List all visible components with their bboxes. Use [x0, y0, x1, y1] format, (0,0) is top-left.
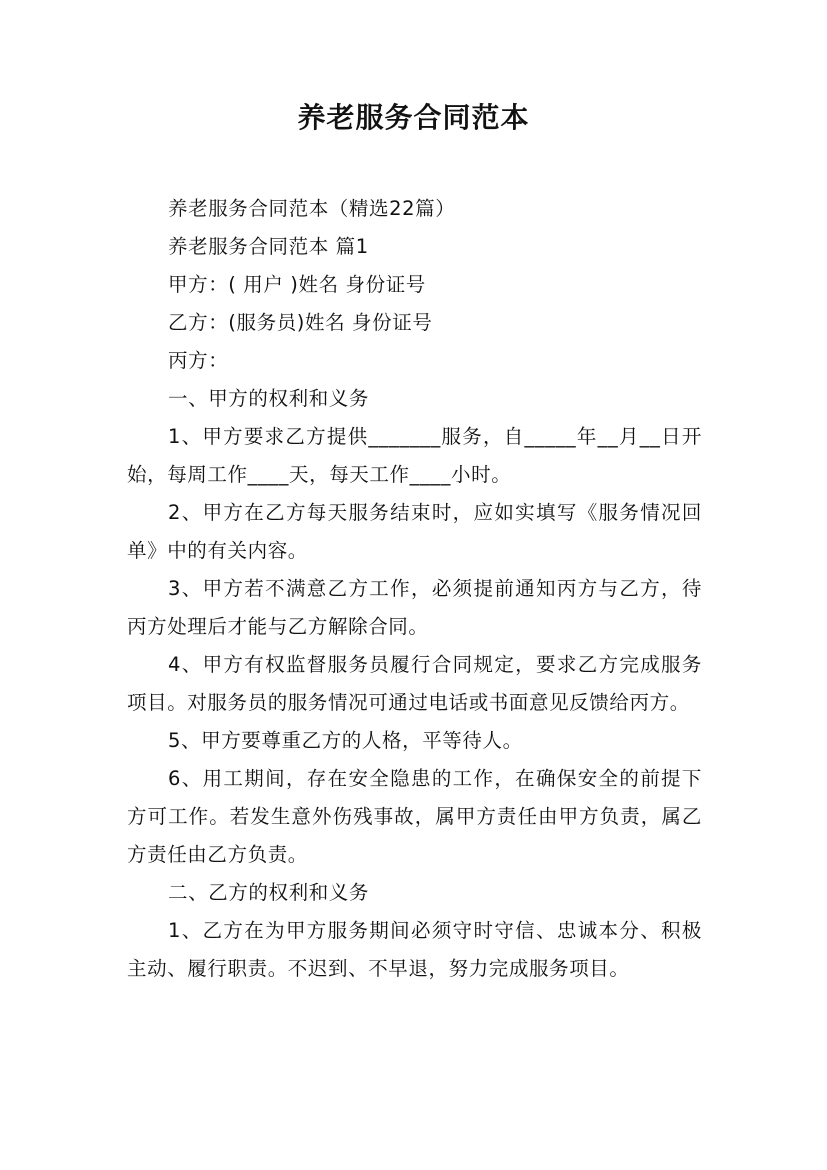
- document-body: [127, 190, 702, 988]
- paragraph-a-item-4: 4、甲方有权监督服务员履行合同规定，要求乙方完成服务项目。对服务员的服务情况可通过电话或书面意见反馈给丙方。: [127, 653, 702, 714]
- paragraph-party-c: 丙方：: [168, 349, 229, 372]
- paragraph-section-title: 养老服务合同范本 篇1: [168, 235, 369, 258]
- paragraph-a-item-2: 2、甲方在乙方每天服务结束时，应如实填写《服务情况回单》中的有关内容。: [127, 501, 702, 562]
- paragraph-party-a: 甲方：( 用户 )姓名 身份证号: [168, 273, 426, 296]
- paragraph-subtitle: 养老服务合同范本（精选22篇）: [168, 197, 456, 220]
- document-title: 养老服务合同范本: [297, 101, 530, 134]
- paragraph-a-item-3: 3、甲方若不满意乙方工作，必须提前通知丙方与乙方，待丙方处理后才能与乙方解除合同。: [127, 577, 702, 638]
- paragraph-party-b: 乙方：(服务员)姓名 身份证号: [168, 311, 433, 334]
- paragraph-b-item-1: 1、乙方在为甲方服务期间必须守时守信、忠诚本分、积极主动、履行职责。不迟到、不早退，努力完成服务项目。: [127, 919, 702, 980]
- paragraph-a-item-6: 6、用工期间，存在安全隐患的工作，在确保安全的前提下方可工作。若发生意外伤残事故，属甲方责任由甲方负责，属乙方责任由乙方负责。: [127, 767, 702, 866]
- paragraph-a-item-1: 1、甲方要求乙方提供_______服务，自_____年__月__日开始，每周工作____天，每天工作____小时。: [127, 425, 702, 486]
- heading-party-b-rights: 二、乙方的权利和义务: [168, 881, 370, 904]
- heading-party-a-rights: 一、甲方的权利和义务: [168, 387, 370, 410]
- paragraph-a-item-5: 5、甲方要尊重乙方的人格，平等待人。: [168, 729, 523, 752]
